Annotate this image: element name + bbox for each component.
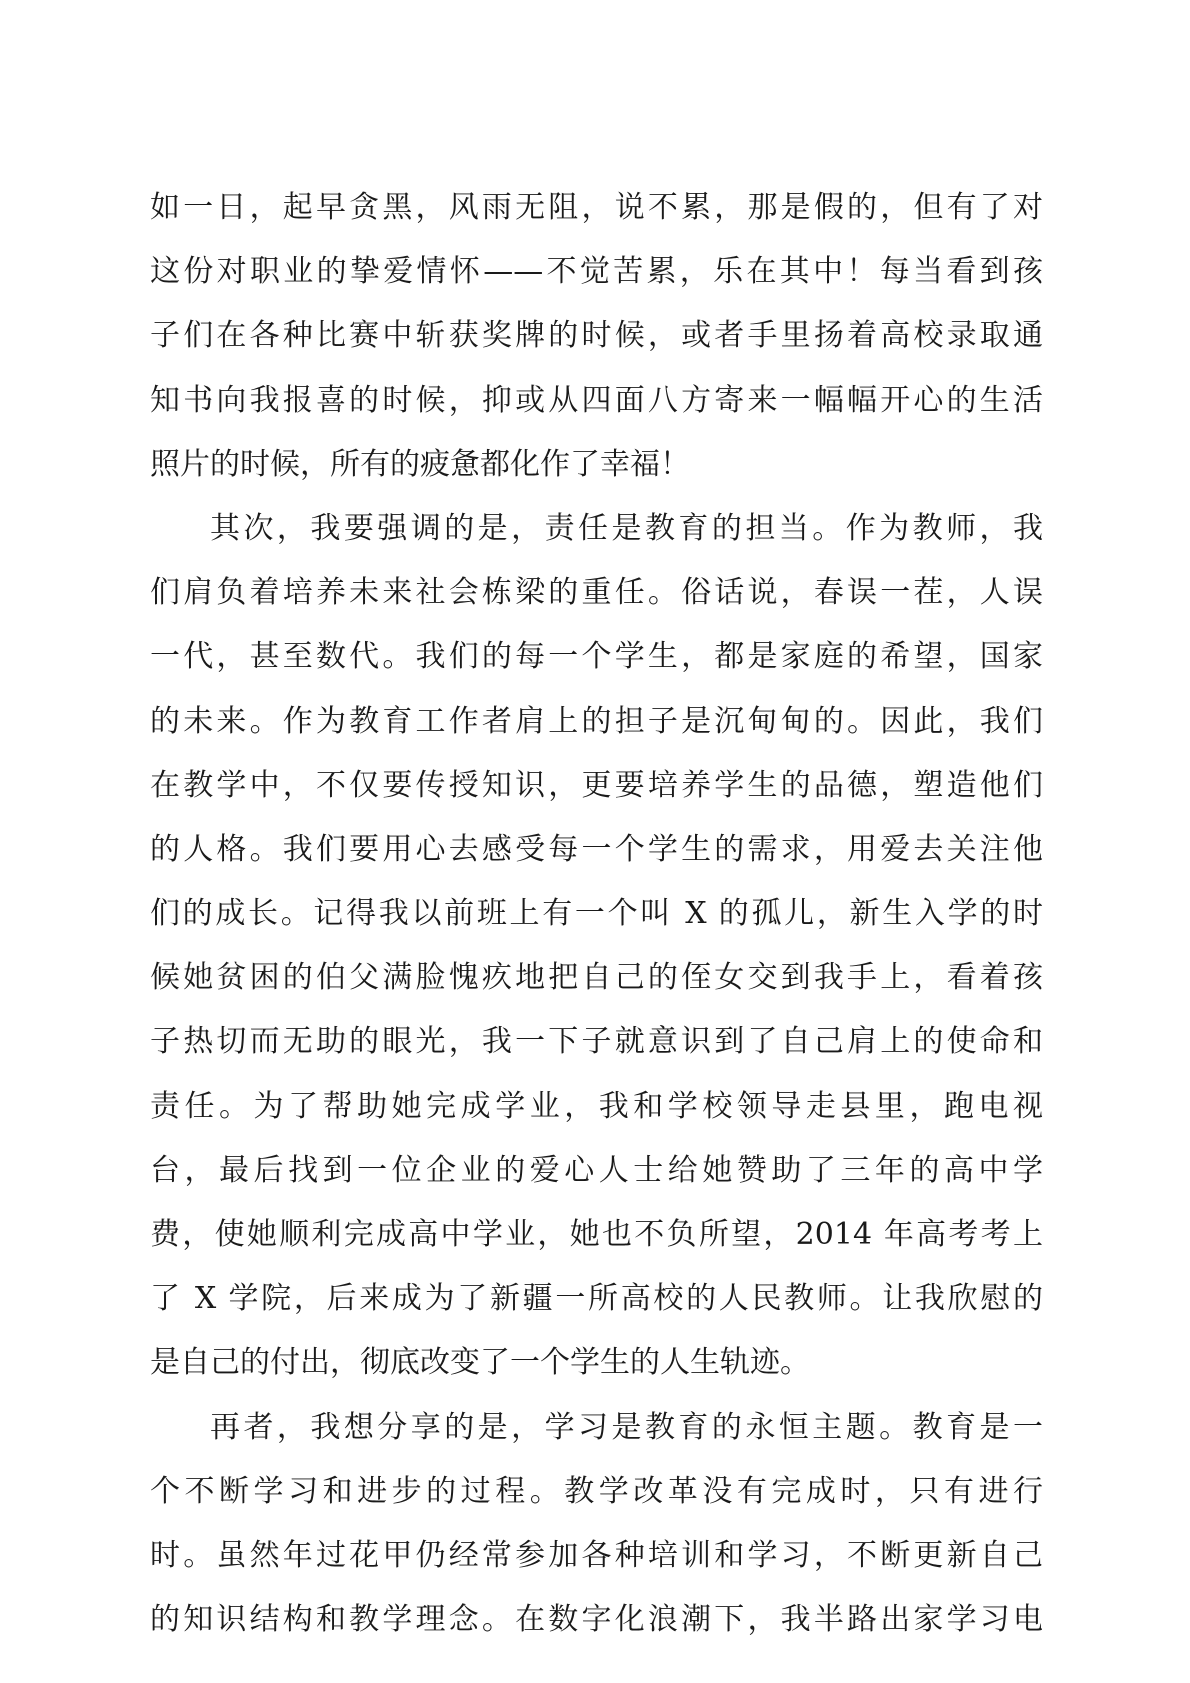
text-line: 时。虽然年过花甲仍经常参加各种培训和学习，不断更新自己 [150,1537,1043,1573]
text-line: 其次，我要强调的是，责任是教育的担当。作为教师，我 [210,510,1043,546]
text-line: 是自己的付出，彻底改变了一个学生的人生轨迹。 [150,1345,810,1381]
text-line: 子热切而无助的眼光，我一下子就意识到了自己肩上的使命和 [150,1024,1043,1060]
text-line: 的人格。我们要用心去感受每一个学生的需求，用爱去关注他 [150,831,1043,867]
text-line: 子们在各种比赛中斩获奖牌的时候，或者手里扬着高校录取通 [150,318,1043,354]
text-line: 个不断学习和进步的过程。教学改革没有完成时，只有进行 [150,1473,1043,1509]
text-line: 的未来。作为教育工作者肩上的担子是沉甸甸的。因此，我们 [150,703,1043,739]
text-line: 这份对职业的挚爱情怀——不觉苦累，乐在其中！每当看到孩 [150,254,1043,290]
text-line: 了 X 学院，后来成为了新疆一所高校的人民教师。让我欣慰的 [150,1281,1043,1317]
text-line: 在教学中，不仅要传授知识，更要培养学生的品德，塑造他们 [150,767,1043,803]
text-line: 一代，甚至数代。我们的每一个学生，都是家庭的希望，国家 [150,639,1043,675]
text-line: 费，使她顺利完成高中学业，她也不负所望，2014 年高考考上 [150,1217,1043,1252]
text-line: 们肩负着培养未来社会栋梁的重任。俗话说，春误一茬，人误 [150,575,1043,611]
text-line: 照片的时候，所有的疲惫都化作了幸福！ [150,446,690,482]
text-line: 责任。为了帮助她完成学业，我和学校领导走县里，跑电视 [150,1088,1043,1124]
text-line: 候她贫困的伯父满脸愧疚地把自己的侄女交到我手上，看着孩 [150,960,1043,996]
text-line: 知书向我报喜的时候，抑或从四面八方寄来一幅幅开心的生活 [150,382,1043,418]
text-line: 的知识结构和教学理念。在数字化浪潮下，我半路出家学习电 [150,1602,1043,1638]
text-line: 如一日，起早贪黑，风雨无阻，说不累，那是假的，但有了对 [150,190,1043,225]
text-line: 再者，我想分享的是，学习是教育的永恒主题。教育是一 [210,1409,1043,1445]
text-line: 们的成长。记得我以前班上有一个叫 X 的孤儿，新生入学的时 [150,896,1043,932]
text-line: 台，最后找到一位企业的爱心人士给她赞助了三年的高中学 [150,1152,1043,1188]
body-text [150,176,1043,1652]
